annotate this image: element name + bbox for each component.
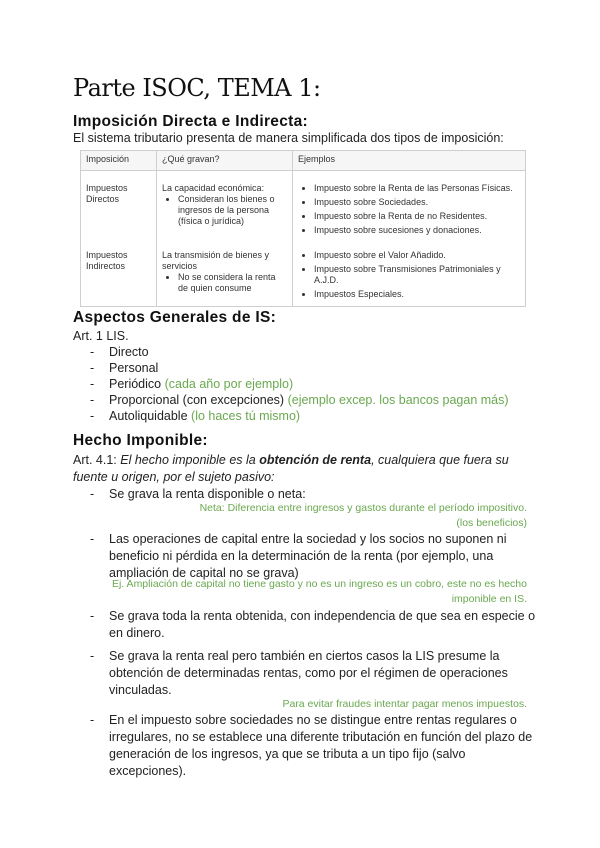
example-item: • Impuesto sobre Sociedades. <box>314 197 520 208</box>
list-item-line: Se grava la renta real pero también en ciertos casos la LIS presume la <box>109 649 500 663</box>
example-item: • Impuesto sobre la Renta de no Residentes. <box>314 211 520 222</box>
list-item-line: En el impuesto sobre sociedades no se distingue entre rentas regulares o <box>109 713 517 727</box>
green-note: Ej. Ampliación de capital no tiene gasto y no es un ingreso es un cobro, este no es hecho <box>111 578 527 590</box>
article-definition <box>73 452 509 468</box>
list-item-line: ampliación de capital no se grava) <box>109 566 299 580</box>
section-heading-aspectos: Aspectos Generales de IS: <box>73 309 277 326</box>
what-bullet: • Consideran los bienes o ingresos de la persona (física o jurídica) <box>178 194 287 227</box>
dash-bullet: - <box>90 609 95 623</box>
list-item <box>109 376 293 392</box>
list-item-text: Personal <box>109 361 159 375</box>
section-heading-hecho: Hecho Imponible: <box>73 432 208 449</box>
example-item: • Impuesto sobre Transmisiones Patrimoniales y A.J.D. <box>314 264 520 286</box>
list-item-text: Autoliquidable <box>109 409 188 423</box>
list-item-line: irregulares, no se establece una diferente tributación en función del plazo de <box>109 730 533 744</box>
green-note: Neta: Diferencia entre ingresos y gastos durante el período impositivo. <box>199 502 527 514</box>
list-item <box>109 408 300 424</box>
example-item: • Impuesto sobre sucesiones y donaciones. <box>314 225 520 236</box>
table-cell-what <box>157 242 293 307</box>
table-cell-examples <box>293 242 526 307</box>
table-header-cell: Ejemplos <box>293 151 526 171</box>
example-item: • Impuestos Especiales. <box>314 289 520 300</box>
table-header-cell: ¿Qué gravan? <box>157 151 293 171</box>
table-cell-what <box>157 171 293 243</box>
table-row <box>81 242 526 307</box>
dash-bullet: - <box>90 713 95 727</box>
green-note: Para evitar fraudes intentar pagar menos impuestos. <box>282 698 527 710</box>
dash-bullet: - <box>90 649 95 663</box>
table-cell-examples <box>293 171 526 243</box>
green-note: (los beneficios) <box>456 517 527 529</box>
list-item-line: excepciones). <box>109 764 187 778</box>
table-cell-type: Impuestos Indirectos <box>81 242 157 307</box>
article-bold: obtención de renta <box>259 453 372 467</box>
article-italic: , cualquiera que fuera su <box>371 453 509 467</box>
list-item-line: obtención de determinadas rentas, como por el régimen de operaciones <box>109 666 508 680</box>
what-text: La transmisión de bienes y servicios <box>162 250 270 271</box>
list-item-line: en dinero. <box>109 626 165 640</box>
green-note: imponible en IS. <box>451 593 527 605</box>
list-item-line: generación de los ingresos, ya que se tributa a un tipo fijo (salvo <box>109 747 466 761</box>
dash-bullet: - <box>90 377 95 391</box>
list-item-text: Periódico <box>109 377 162 391</box>
article-prefix: Art. 4.1: <box>73 453 121 467</box>
list-item-text: Proporcional (con excepciones) <box>109 393 285 407</box>
dash-bullet: - <box>90 345 95 359</box>
dash-bullet: - <box>90 361 95 375</box>
section-intro: El sistema tributario presenta de manera simplificada dos tipos de imposición: <box>73 131 504 145</box>
table-header-row <box>81 151 526 171</box>
list-item-line: vinculadas. <box>109 683 172 697</box>
list-item <box>109 360 158 376</box>
dash-bullet: - <box>90 409 95 423</box>
example-item: • Impuesto sobre el Valor Añadido. <box>314 250 520 261</box>
list-item-text: Directo <box>109 345 149 359</box>
dash-bullet: - <box>90 532 95 546</box>
example-item: • Impuesto sobre la Renta de las Personas Físicas. <box>314 183 520 194</box>
dash-bullet: - <box>90 487 95 501</box>
dash-bullet: - <box>90 393 95 407</box>
list-item-note: (lo haces tú mismo) <box>191 409 301 423</box>
section-heading-imposicion: Imposición Directa e Indirecta: <box>73 113 308 130</box>
list-item-line: Se grava toda la renta obtenida, con independencia de que sea en especie o <box>109 609 536 623</box>
tax-table <box>80 150 526 307</box>
table-header-cell: Imposición <box>81 151 157 171</box>
list-item <box>109 392 509 408</box>
article-reference: Art. 1 LIS. <box>73 329 129 343</box>
what-bullet: • No se considera la renta de quien consume <box>178 272 287 294</box>
list-item-note: (ejemplo excep. los bancos pagan más) <box>287 393 509 407</box>
article-definition-line2 <box>73 469 275 485</box>
what-text: La capacidad económica: <box>162 183 265 193</box>
table-row <box>81 171 526 243</box>
list-item <box>109 344 149 360</box>
table-cell-type: Impuestos Directos <box>81 171 157 243</box>
list-item: Se grava la renta disponible o neta: <box>109 487 306 501</box>
article-italic: El hecho imponible es la <box>120 453 260 467</box>
list-item-line: beneficio ni pérdida en la determinación de la renta (por ejemplo, una <box>109 549 494 563</box>
page-title: Parte ISOC, TEMA 1: <box>73 74 321 102</box>
list-item-note: (cada año por ejemplo) <box>164 377 294 391</box>
list-item-line: Las operaciones de capital entre la sociedad y los socios no suponen ni <box>109 532 507 546</box>
article-italic: fuente u origen, por el sujeto pasivo: <box>73 470 275 484</box>
